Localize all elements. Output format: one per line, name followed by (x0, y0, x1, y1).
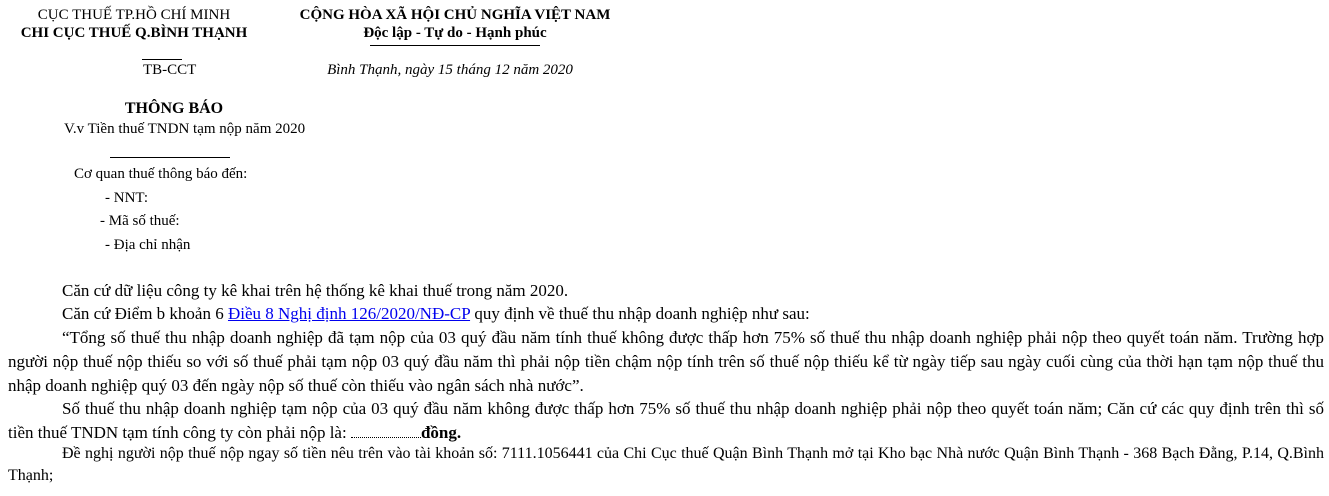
paragraph-payment-request (8, 443, 1324, 487)
agency-name: CỤC THUẾ TP.HỒ CHÍ MINH (37, 7, 231, 23)
divider-left-header (142, 59, 182, 60)
place-date: Bình Thạnh, ngày 15 tháng 12 năm 2020 (327, 62, 573, 78)
decree-link[interactable]: Điều 8 Nghị định 126/2020/NĐ-CP (227, 304, 471, 323)
recipient-address: - Địa chỉ nhận (105, 237, 191, 253)
recipient-taxpayer: - NNT: (105, 190, 148, 206)
quote-text: “Tổng số thuế thu nhập doanh nghiệp đã tạm nộp của 03 quý đầu năm tính thuế không được thấp hơn 75% số thuế thu nhập doanh nghiệp phải nộp theo quyết toán năm. Trường hợp người nộp thuế nộp thiếu so với số thuế phải tạm nộp 03 quý đầu năm thì phải nộp tiền chậm nộp tính trên số thuế nộp thiếu kể từ ngày tiếp sau ngày cuối cùng của thời hạn tạm nộp thuế thu nhập doanh nghiệp quý 03 đến ngày nộp số thuế còn thiếu vào ngân sách nhà nước”. (8, 328, 1324, 395)
notice-title: THÔNG BÁO (124, 100, 224, 117)
office-name: CHI CỤC THUẾ Q.BÌNH THẠNH (20, 25, 248, 41)
amount-unit: đồng. (420, 423, 462, 442)
amount-text: Số thuế thu nhập doanh nghiệp tạm nộp của 03 quý đầu năm không được thấp hơn 75% số thuế thu nhập doanh nghiệp phải nộp theo quyết toán năm; Căn cứ các quy định trên thì số tiền thuế TNDN tạm tính công ty còn phải nộp là: (8, 399, 1324, 442)
paragraph-quote (8, 326, 1324, 398)
recipient-intro: Cơ quan thuế thông báo đến: (74, 166, 248, 182)
divider-right-header (370, 45, 540, 46)
divider-subject (110, 157, 230, 158)
document-number: TB-CCT (143, 62, 197, 78)
notice-subject: V.v Tiền thuế TNDN tạm nộp năm 2020 (64, 121, 306, 137)
paragraph-basis-data-text: Căn cứ dữ liệu công ty kê khai trên hệ thống kê khai thuế trong năm 2020. (62, 281, 569, 300)
paragraph-basis-data (8, 279, 1324, 303)
amount-blank (351, 437, 421, 438)
legal-basis-prefix: Căn cứ Điểm b khoản 6 (62, 304, 228, 323)
payment-request-text: Đề nghị người nộp thuế nộp ngay số tiền nêu trên vào tài khoản số: 7111.1056441 của Chi Cục thuế Quận Bình Thạnh mở tại Kho bạc Nhà nước Quận Bình Thạnh - 368 Bạch Đằng, P.14, Q.Bình Thạnh; (8, 445, 1324, 484)
national-motto: Độc lập - Tự do - Hạnh phúc (363, 25, 547, 41)
paragraph-amount (8, 397, 1324, 445)
republic-name: CỘNG HÒA XÃ HỘI CHỦ NGHĨA VIỆT NAM (299, 7, 611, 23)
legal-basis-suffix: quy định về thuế thu nhập doanh nghiệp như sau: (470, 304, 810, 323)
recipient-tax-code: - Mã số thuế: (100, 213, 180, 229)
paragraph-legal-basis (8, 302, 1324, 326)
